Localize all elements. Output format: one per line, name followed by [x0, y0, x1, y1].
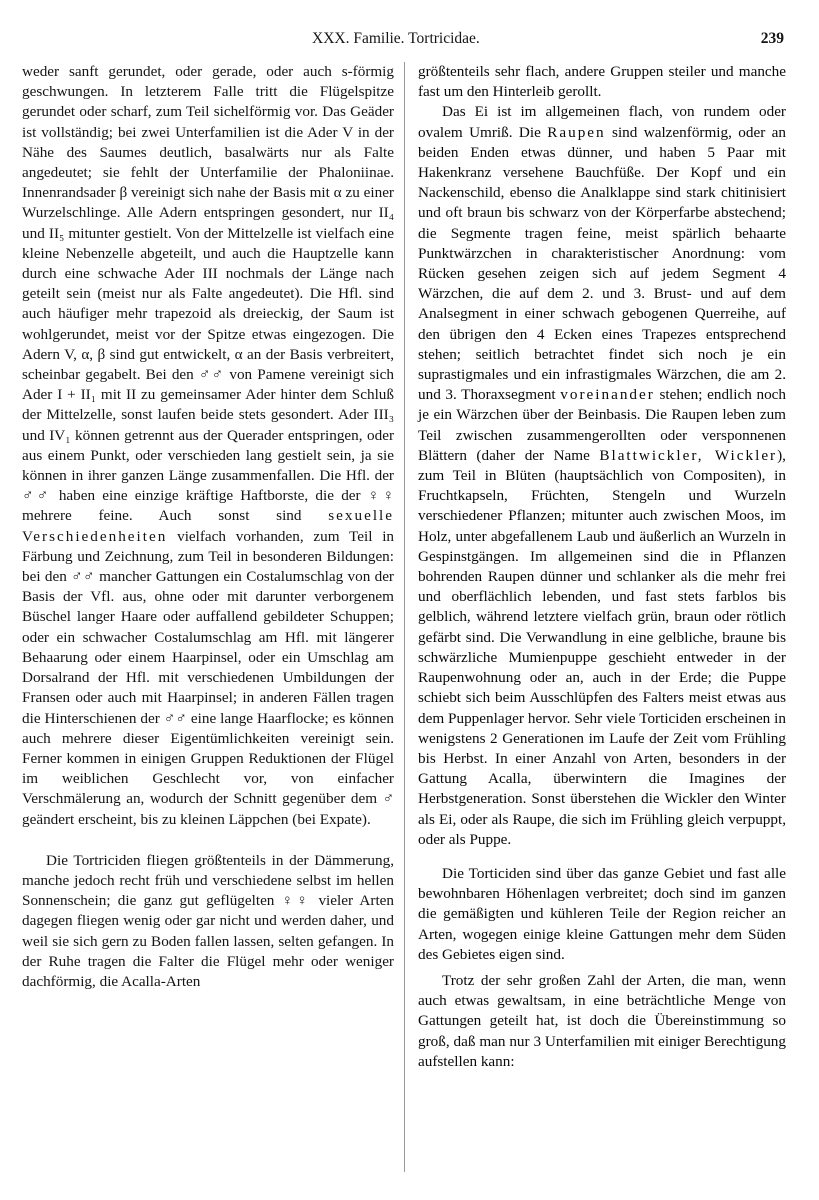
- right-p2-text-a: Das Ei ist im allgemeinen flach, von rundem oder ovalem Umriß. Die: [418, 103, 786, 141]
- right-p2-name-term: Blattwickler, Wickler: [599, 446, 778, 464]
- right-paragraph-4: Trotz der sehr großen Zahl der Arten, die man, wenn auch etwas gewaltsam, in eine beträchtliche Menge von Gattungen geteilt hat, ist doch die Übereinstimmung so groß, daß man nur 3 Unterfamilien mit einiger Berechtigung aufstellen kann:: [418, 971, 786, 1070]
- page-header: [20, 30, 792, 52]
- column-divider: [404, 62, 405, 1172]
- right-paragraph-1: größtenteils sehr flach, andere Gruppen steiler und manche fast um den Hinterleib gerollt.: [418, 63, 786, 101]
- page-number: 239: [760, 30, 784, 47]
- right-p2-text-b: sind walzenförmig, oder an beiden Enden etwas dünner, und haben 5 Paar mit Hakenkranz versehene Bauchfüße. Der Kopf und ein Nackenschild, ebenso die Analklappe sind stark chitinisiert und oft braun bis schwarz von der Körperfarbe abstechend; die Segmente tragen feine, meist spärlich behaarte Punktwärzchen in charakteristischer Anordnung: vom Rücken gesehen zeigen sich auf jedem Segment 4 Wärzchen, die auf dem 2. und 3. Brust- und auf dem Analsegment in einer schwach gebogenen Querreihe, auf den übrigen den 4 Ecken eines Trapezes entsprechend stehen; seitlich betrachtet findet sich noch je ein suprastigmales und ein infrastigmales Wärzchen, die am 2. und 3. Thoraxsegment: [418, 123, 786, 404]
- left-paragraph-1: [22, 62, 394, 830]
- left-paragraph-2: Die Tortriciden fliegen größtenteils in der Dämmerung, manche jedoch recht früh und verschiedene selbst im hellen Sonnenschein; die ganz gut geflügelten ♀♀ vieler Arten dagegen fliegen wenig oder gar nicht und werden daher, und weil sie sich gern zu Boden fallen lassen, selten gefangen. In der Ruhe tragen die Falter die Flügel mehr oder weniger dachförmig, die Acalla-Arten: [22, 851, 394, 990]
- right-paragraph-3: Die Torticiden sind über das ganze Gebiet und fast alle bewohnbaren Höhenlagen verbreitet; doch sind im ganzen die gemäßigten und kühleren Teile der Region reicher an Arten, wogegen einige kleine Gattungen mehr dem Süden des Gebietes eigen sind.: [418, 864, 786, 963]
- running-title: XXX. Familie. Tortricidae.: [312, 30, 480, 47]
- right-column: [418, 62, 786, 1072]
- right-p2-vor-term: voreinander: [560, 386, 655, 404]
- left-column: [22, 62, 394, 992]
- right-p2-text-c: stehen; endlich noch je ein Wärzchen über der Beinbasis. Die Raupen leben zum Teil zwischen zusammengerollten oder versponnenen Blättern (daher der Name: [418, 386, 786, 464]
- left-p1-spaced-term: sexuelle Verschiedenheiten: [22, 507, 395, 545]
- right-paragraph-2: [418, 102, 786, 850]
- right-p2-raupen-term: Raupen: [547, 123, 606, 141]
- left-p1-text-a: weder sanft gerundet, oder gerade, oder auch s-förmig geschwungen. In letzterem Falle tritt die Flügelspitze gerundet oder scharf, zum Teil sichelförmig vor. Das Geäder ist vollständig; bei zwei Unterfamilien ist die Ader V in der Nähe des Saumes deutlich, basalwärts nur als Falte angedeutet; sie fehlt der Unterfamilie der Phaloniinae. Innenrandsader β vereinigt sich nahe der Basis mit α zu einer Wurzelschlinge. Alle Adern entspringen gesondert, nur II₄ und II₅ mitunter gestielt. Von der Mittelzelle ist vielfach eine kleine Nebenzelle abgeteilt, und auch die Hauptzelle kann durch eine schwache Ader III nochmals der Länge nach geteilt sein (meist nur als Falte angedeutet). Die Hfl. sind auch häufiger mehr trapezoid als dreieckig, der Saum ist wohlgerundet, meist vor der Spitze etwas eingezogen. Die Adern V, α, β sind gut entwickelt, α an der Basis verbreitert, scheinbar gegabelt. Bei den ♂♂ von Pamene vereinigt sich Ader I + II₁ mit II zu gemeinsamer Ader hinter dem Schluß der Mittelzelle, sonst laufen beide stets gesondert. Ader III₃ und IV₁ können getrennt aus der Querader entspringen, oder aus einem Punkt, oder verschieden lang gestielt sein, ja sie können in ihrer ganzen Länge zusammenfallen. Die Hfl. der ♂♂ haben eine einzige kräftige Haftborste, die der ♀♀ mehrere feine. Auch sonst sind: [22, 63, 394, 525]
- right-p2-text-d: ), zum Teil in Blüten (hauptsächlich von Compositen), in Fruchtkapseln, Früchten, Stengeln und Wurzeln verschiedener Pflanzen; mitunter auch zwischen Moos, im Holz, unter abgefallenem Laub und äußerlich an Wurzeln in Gespinstgängen. Im allgemeinen sind die in Pflanzen bohrenden Raupen dünner und schlanker als die mehr frei und oberflächlich lebenden, und fast stets farblos bis gelblich, während letztere vielfach grün, braun oder rötlich gefärbt sind. Die Verwandlung in eine gelbliche, braune bis schwärzliche Mumienpuppe geschieht entweder in der Raupenwohnung oder an, auch in der Erde; die Puppe schiebt sich beim Ausschlüpfen des Falters meist etwas aus dem Puppenlager hervor. Sehr viele Torticiden erscheinen in wenigstens 2 Generationen im Laufe der Zeit vom Frühling bis Herbst. In einer Anzahl von Arten, besonders in der Gattung Acalla, überwintern die Imagines der Herbstgeneration. Sonst überstehen die Wickler den Winter als Ei, oder als Raupe, die sich im Frühling gleich verpuppt, oder als Puppe.: [418, 446, 786, 848]
- left-p1-text-b: vielfach vorhanden, zum Teil in Färbung und Zeichnung, zum Teil in besonderen Bildungen: bei den ♂♂ mancher Gattungen ein Costalumschlag von der Basis der Vfl. aus, ohne oder mit darunter verborgenem Büschel langer Haare oder auffallend gebildeter Schuppen; oder ein schwacher Costalumschlag am Hfl. mit längerer Behaarung oder einem Haarpinsel, oder ein Umschlag am Dorsalrand der Hfl. mit verschiedenen Umbildungen der Fransen oder auch mit Haarpinsel; in anderen Fällen tragen die Hinterschienen der ♂♂ eine lange Haarflocke; es können auch mehrere dieser Eigentümlichkeiten vereinigt sein. Ferner kommen in einigen Gruppen Reduktionen der Flügel im weiblichen Geschlecht vor, von einfacher Verschmälerung an, wodurch der Schnitt gegenüber dem ♂ geändert erscheint, bis zu kleinen Läppchen (bei Expate).: [22, 527, 395, 828]
